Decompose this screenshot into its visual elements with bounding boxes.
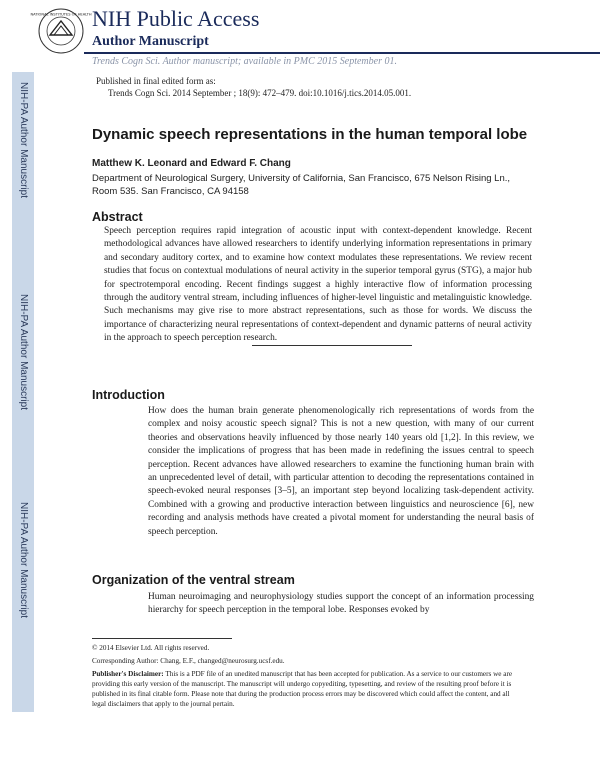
nih-seal-logo <box>30 8 92 54</box>
article-title: Dynamic speech representations in the human temporal lobe <box>92 126 528 143</box>
article-authors: Matthew K. Leonard and Edward F. Chang <box>92 158 291 169</box>
footnote-rule <box>92 638 232 639</box>
introduction-body: How does the human brain generate phenomenologically rich representations of words from the complex and noisy acoustic speech signal? This is not a new question, with many of our current theories and observations heavily influenced by those nearly 140 years old [1,2]. In this review, we consider the implications of progress that has been made in redefining the issues central to speech perception. Recent advances have allowed researchers to examine the functioning human brain with an unprecedented level of detail, with particular attention to decoding the representations contained in speech-evoked neural responses [3–5], an important step beyond localizing task-dependent activity. Combined with a growing and productive interaction between linguistics and neuroscience [6], new recording and analysis methods have created a pivotal moment for understanding the neural basis of speech perception. <box>148 406 534 537</box>
nih-public-access-title: NIH Public Access <box>92 6 260 31</box>
author-manuscript-label: Author Manuscript <box>92 34 209 49</box>
publisher-disclaimer <box>92 669 522 709</box>
corresponding-author: Corresponding Author: Chang, E.F., changed@neurosurg.ucsf.edu. <box>92 657 285 665</box>
header-rule <box>84 52 600 54</box>
svg-text:NATIONAL INSTITUTES OF HEALTH: NATIONAL INSTITUTES OF HEALTH <box>30 12 92 17</box>
published-as-label: Published in final edited form as: <box>96 76 216 86</box>
citation-line: Trends Cogn Sci. 2014 September ; 18(9): 472–479. doi:10.1016/j.tics.2014.05.001. <box>108 88 412 98</box>
author-affiliation: Department of Neurological Surgery, University of California, San Francisco, 675 Nelson Rising Ln., Room 535. San Francisco, CA 94158 <box>92 173 511 197</box>
copyright-note: © 2014 Elsevier Ltd. All rights reserved. <box>92 644 210 652</box>
abstract-separator <box>252 345 412 346</box>
ventral-stream-heading: Organization of the ventral stream <box>92 573 295 587</box>
introduction-heading: Introduction <box>92 388 165 402</box>
abstract-heading: Abstract <box>92 210 143 224</box>
disclaimer-text: This is a PDF file of an unedited manuscript that has been accepted for publication. As a service to our customers we are providing this early version of the manuscript. The manuscript will undergo copyediting, typesetting, and review of the resulting proof before it is published in its final citable form. Please note that during the production process errors may be discovered which could affect the content, and all legal disclaimers that apply to the journal pertain. <box>92 670 513 708</box>
journal-availability: Trends Cogn Sci. Author manuscript; available in PMC 2015 September 01. <box>92 56 397 67</box>
nih-sidebar: NIH-PA Author Manuscript NIH-PA Author Manuscript NIH-PA Author Manuscript <box>12 72 34 712</box>
abstract-body: Speech perception requires rapid integration of acoustic input with context-dependent knowledge. Recent methodological advances have allowed researchers to identify underlying information representations in primary and secondary auditory cortex, and to examine how context modulates these representations. We review recent studies that focus on contextual modulations of neural activity in the superior temporal gyrus (STG), a major hub for spectrotemporal encoding. Recent findings suggest a highly interactive flow of information processing through the auditory ventral stream, including influences of higher-level linguistic and metalinguistic knowledge. Such mechanisms may give rise to more abstract representations, such as those for words. We discuss the importance of characterizing neural representations of context-dependent and dynamic patterns of neural activity in the approach to speech perception research. <box>104 226 532 344</box>
disclaimer-label: Publisher's Disclaimer: <box>92 670 164 678</box>
ventral-stream-body: Human neuroimaging and neurophysiology studies support the concept of an information processing hierarchy for speech perception in the temporal lobe. Responses evoked by <box>148 592 534 616</box>
